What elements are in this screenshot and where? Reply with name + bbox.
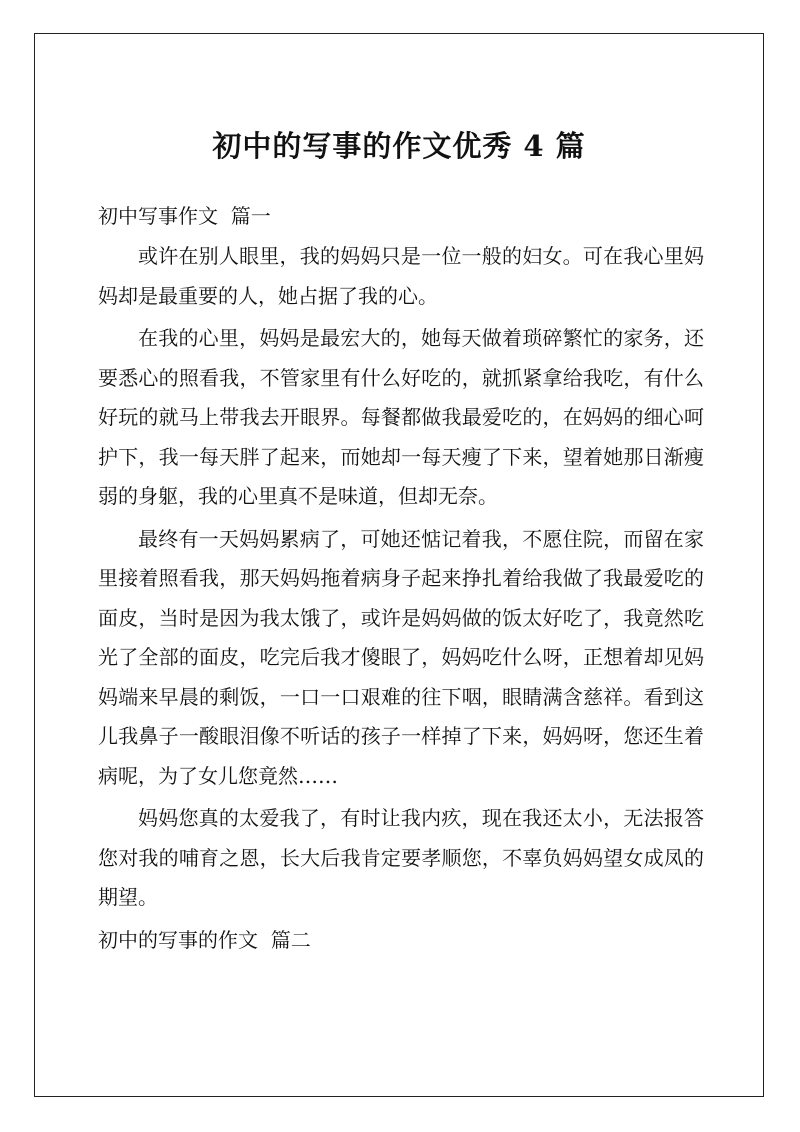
document-title: 初中的写事的作文优秀 4 篇 — [212, 129, 586, 163]
section-heading-1: 初中写事作文 篇一 — [98, 204, 271, 228]
section-heading-2: 初中的写事的作文 篇二 — [98, 927, 311, 952]
paragraph: 妈妈您真的太爱我了，有时让我内疚，现在我还太小，无法报答您对我的哺育之恩，长大后我肯定要孝顺您，不辜负妈妈望女成凤的期望。 — [98, 806, 704, 909]
paragraph: 或许在别人眼里，我的妈妈只是一位一般的妇女。可在我心里妈妈却是最重要的人，她占据了我的心。 — [98, 244, 704, 308]
paragraph: 最终有一天妈妈累病了，可她还惦记着我，不愿住院，而留在家里接着照看我，那天妈妈拖着病身子起来挣扎着给我做了我最爱吃的面皮，当时是因为我太饿了，或许是妈妈做的饭太好吃了，我竟然吃光了全部的面皮，吃完后我才傻眼了，妈妈吃什么呀，正想着却见妈妈端来早晨的剩饭，一口一口艰难的往下咽，眼睛满含慈祥。看到这儿我鼻子一酸眼泪像不听话的孩子一样掉了下来，妈妈呀，您还生着病呢，为了女儿您竟然…… — [98, 526, 704, 788]
document-body — [98, 197, 704, 960]
paragraph: 在我的心里，妈妈是最宏大的，她每天做着琐碎繁忙的家务，还要悉心的照看我，不管家里有什么好吃的，就抓紧拿给我吃，有什么好玩的就马上带我去开眼界。每餐都做我最爱吃的，在妈妈的细心呵护下，我一每天胖了起来，而她却一每天瘦了下来，望着她那日渐瘦弱的身躯，我的心里真不是味道，但却无奈。 — [98, 326, 704, 508]
